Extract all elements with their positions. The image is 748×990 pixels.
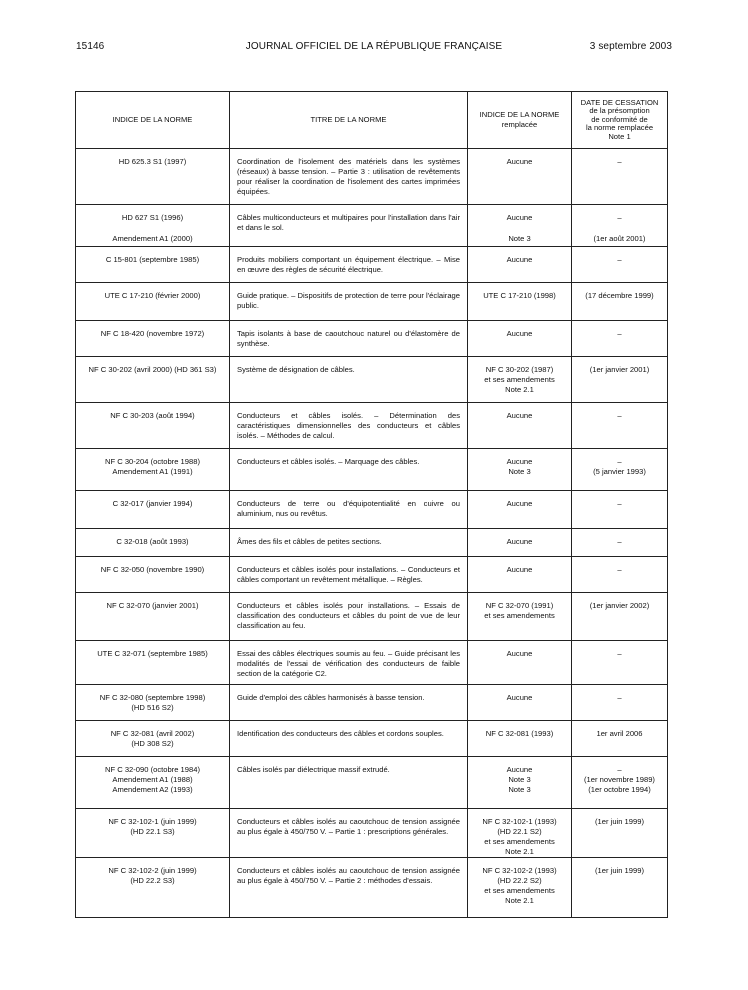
titre-text: Câbles isolés par diélectrique massif extrudé.: [237, 765, 390, 774]
cell-remplacee: [468, 247, 572, 283]
titre-text: Essai des câbles électriques soumis au feu. – Guide précisant les modalités de l'essai de vérification des conducteurs de faible section de la catégorie C2.: [237, 649, 460, 678]
indice-line: Amendement A1 (2000): [112, 234, 193, 243]
indice-line: UTE C 32-071 (septembre 1985): [97, 649, 208, 658]
cell-date: [572, 557, 668, 593]
cell-date: [572, 593, 668, 641]
date-line: (1er juin 1999): [595, 866, 644, 875]
col-header-titre: TITRE DE LA NORME: [230, 92, 468, 149]
indice-line: C 32-017 (janvier 1994): [112, 499, 193, 508]
remplacee-line: Note 3: [508, 467, 531, 476]
cell-titre: [230, 491, 468, 529]
remplacee-line: Note 2.1: [505, 896, 534, 905]
col-header-date-line: Note 1: [608, 131, 631, 141]
cell-date: [572, 685, 668, 721]
titre-text: Coordination de l'isolement des matériels dans les systèmes (réseaux) à basse tension. – Partie 3 : utilisation de revêtements pour réaliser la coordination de l'isolement des cartes imprimées équipées.: [237, 157, 460, 196]
date-line: –: [617, 537, 622, 546]
date-line: –: [617, 565, 622, 574]
cell-indice: [76, 205, 230, 247]
cell-remplacee: [468, 809, 572, 858]
titre-text: Âmes des fils et câbles de petites sections.: [237, 537, 382, 546]
cell-remplacee: [468, 149, 572, 205]
indice-line: NF C 32-090 (octobre 1984): [105, 765, 200, 774]
cell-titre: [230, 247, 468, 283]
indice-line: NF C 32-050 (novembre 1990): [100, 565, 205, 574]
cell-remplacee: [468, 491, 572, 529]
standards-table: [75, 91, 668, 918]
cell-indice: [76, 149, 230, 205]
indice-line: (HD 516 S2): [131, 703, 174, 712]
cell-date: [572, 247, 668, 283]
remplacee-line: NF C 32-102-2 (1993): [482, 866, 557, 875]
table-row: [76, 205, 668, 247]
remplacee-line: Note 3: [508, 785, 531, 794]
cell-indice: [76, 283, 230, 321]
remplacee-line: Note 3: [508, 234, 531, 243]
cell-remplacee: [468, 205, 572, 247]
col-header-remplacee: [468, 92, 572, 149]
cell-titre: [230, 149, 468, 205]
date-line: (5 janvier 1993): [593, 467, 646, 476]
remplacee-line: et ses amendements: [484, 375, 555, 384]
col-header-date-line: DATE DE CESSATION: [580, 97, 659, 107]
cell-indice: [76, 491, 230, 529]
cell-remplacee: [468, 403, 572, 449]
remplacee-line: Aucune: [506, 157, 533, 166]
journal-title: JOURNAL OFFICIEL DE LA RÉPUBLIQUE FRANÇAISE: [245, 41, 503, 52]
table-row: [76, 247, 668, 283]
remplacee-line: Note 3: [508, 775, 531, 784]
remplacee-line: Note 2.1: [505, 385, 534, 394]
titre-text: Guide pratique. – Dispositifs de protection de terre pour l'éclairage public.: [237, 291, 460, 310]
remplacee-line: Aucune: [506, 537, 533, 546]
col-header-date-line: de la présomption: [589, 106, 650, 116]
remplacee-line: Aucune: [506, 329, 533, 338]
remplacee-line: NF C 32-102-1 (1993): [482, 817, 557, 826]
indice-line: (HD 308 S2): [131, 739, 174, 748]
cell-date: [572, 205, 668, 247]
remplacee-line: Aucune: [506, 649, 533, 658]
date-line: –: [617, 457, 622, 466]
date-line: (1er août 2001): [593, 234, 646, 243]
remplacee-line: UTE C 17-210 (1998): [483, 291, 556, 300]
cell-titre: [230, 449, 468, 491]
titre-text: Tapis isolants à base de caoutchouc naturel ou d'élastomère de synthèse.: [237, 329, 460, 348]
cell-remplacee: [468, 529, 572, 557]
date-line: (1er octobre 1994): [588, 785, 651, 794]
cell-date: [572, 858, 668, 918]
cell-titre: [230, 557, 468, 593]
cell-indice: [76, 403, 230, 449]
indice-line: Amendement A1 (1991): [112, 467, 193, 476]
col-header-date: [572, 92, 668, 149]
date-line: (1er juin 1999): [595, 817, 644, 826]
remplacee-line: Aucune: [506, 255, 533, 264]
cell-remplacee: [468, 593, 572, 641]
titre-text: Guide d'emploi des câbles harmonisés à basse tension.: [237, 693, 425, 702]
cell-remplacee: [468, 321, 572, 357]
table-row: [76, 357, 668, 403]
indice-line: NF C 32-080 (septembre 1998): [99, 693, 206, 702]
remplacee-line: NF C 32-081 (1993): [485, 729, 554, 738]
date-line: –: [617, 649, 622, 658]
cell-date: [572, 809, 668, 858]
indice-line: (HD 22.1 S3): [130, 827, 175, 836]
cell-date: [572, 403, 668, 449]
date-line: (17 décembre 1999): [585, 291, 654, 300]
indice-line: Amendement A1 (1988): [112, 775, 193, 784]
col-header-date-line: de conformité de: [591, 114, 648, 124]
table-row: [76, 641, 668, 685]
cell-titre: [230, 321, 468, 357]
cell-remplacee: [468, 357, 572, 403]
indice-line: NF C 32-102-1 (juin 1999): [108, 817, 197, 826]
date-line: 1er avril 2006: [596, 729, 643, 738]
cell-remplacee: [468, 685, 572, 721]
cell-indice: [76, 357, 230, 403]
cell-titre: [230, 858, 468, 918]
date-line: –: [617, 255, 622, 264]
titre-text: Conducteurs et câbles isolés au caoutchouc de tension assignée au plus égale à 450/750 V. – Partie 1 : prescriptions générales.: [237, 817, 460, 836]
cell-date: [572, 721, 668, 757]
indice-line: NF C 30-203 (août 1994): [110, 411, 195, 420]
table-row: [76, 809, 668, 858]
remplacee-line: et ses amendements: [484, 611, 555, 620]
cell-remplacee: [468, 757, 572, 809]
indice-line: NF C 32-081 (avril 2002): [110, 729, 195, 738]
titre-text: Système de désignation de câbles.: [237, 365, 355, 374]
titre-text: Conducteurs et câbles isolés pour installations. – Conducteurs et câbles comportant un revêtement métallique. – Règles.: [237, 565, 460, 584]
indice-line: NF C 30-204 (octobre 1988): [105, 457, 200, 466]
cell-date: [572, 491, 668, 529]
indice-line: [80, 223, 225, 234]
col-header-remplacee-line: remplacée: [501, 120, 538, 129]
cell-remplacee: [468, 721, 572, 757]
cell-indice: [76, 529, 230, 557]
cell-titre: [230, 205, 468, 247]
remplacee-line: (HD 22.2 S2): [497, 876, 542, 885]
indice-line: HD 627 S1 (1996): [121, 213, 184, 222]
table-row: [76, 403, 668, 449]
date-line: –: [617, 329, 622, 338]
table-row: [76, 557, 668, 593]
table-row: [76, 283, 668, 321]
indice-line: UTE C 17-210 (février 2000): [104, 291, 201, 300]
titre-text: Produits mobiliers comportant un équipement électrique. – Mise en œuvre des règles de sécurité électrique.: [237, 255, 460, 274]
cell-remplacee: [468, 557, 572, 593]
remplacee-line: (HD 22.1 S2): [497, 827, 542, 836]
titre-text: Identification des conducteurs des câbles et cordons souples.: [237, 729, 444, 738]
titre-text: Conducteurs de terre ou d'équipotentialité en cuivre ou aluminium, nus ou revêtus.: [237, 499, 460, 518]
cell-titre: [230, 403, 468, 449]
cell-indice: [76, 858, 230, 918]
date-line: –: [617, 157, 622, 166]
indice-line: Amendement A2 (1993): [112, 785, 193, 794]
cell-indice: [76, 721, 230, 757]
col-header-date-line: la norme remplacée: [585, 123, 654, 133]
date-line: –: [617, 693, 622, 702]
cell-date: [572, 283, 668, 321]
cell-date: [572, 757, 668, 809]
cell-date: [572, 357, 668, 403]
remplacee-line: Aucune: [506, 213, 533, 222]
table-row: [76, 593, 668, 641]
cell-date: [572, 641, 668, 685]
indice-line: (HD 22.2 S3): [130, 876, 175, 885]
indice-line: NF C 30-202 (avril 2000) (HD 361 S3): [88, 365, 217, 374]
date-line: –: [617, 411, 622, 420]
remplacee-line: Aucune: [506, 457, 533, 466]
table-row: [76, 321, 668, 357]
titre-text: Conducteurs et câbles isolés. – Détermination des caractéristiques dimensionnelles des conducteurs et câbles isolés. – Méthodes de calcul.: [237, 411, 460, 440]
remplacee-line: Note 2.1: [505, 847, 534, 856]
indice-line: NF C 18-420 (novembre 1972): [100, 329, 205, 338]
cell-titre: [230, 809, 468, 858]
cell-remplacee: [468, 641, 572, 685]
indice-line: NF C 32-070 (janvier 2001): [106, 601, 199, 610]
cell-date: [572, 149, 668, 205]
date-line: [576, 223, 663, 234]
cell-indice: [76, 321, 230, 357]
cell-titre: [230, 757, 468, 809]
remplacee-line: [472, 223, 567, 234]
date-line: –: [617, 499, 622, 508]
remplacee-line: Aucune: [506, 411, 533, 420]
cell-remplacee: [468, 449, 572, 491]
cell-indice: [76, 641, 230, 685]
table-row: [76, 529, 668, 557]
cell-indice: [76, 757, 230, 809]
indice-line: HD 625.3 S1 (1997): [118, 157, 187, 166]
cell-indice: [76, 557, 230, 593]
titre-text: Conducteurs et câbles isolés. – Marquage des câbles.: [237, 457, 420, 466]
cell-titre: [230, 685, 468, 721]
table-row: [76, 757, 668, 809]
remplacee-line: Aucune: [506, 565, 533, 574]
remplacee-line: et ses amendements: [484, 886, 555, 895]
cell-indice: [76, 809, 230, 858]
cell-indice: [76, 593, 230, 641]
cell-date: [572, 321, 668, 357]
remplacee-line: NF C 32-070 (1991): [485, 601, 554, 610]
date-line: –: [617, 213, 622, 222]
titre-text: Conducteurs et câbles isolés au caoutchouc de tension assignée au plus égale à 450/750 V. – Partie 2 : méthodes d'essais.: [237, 866, 460, 885]
page-number: 15146: [76, 41, 105, 52]
cell-indice: [76, 247, 230, 283]
col-header-remplacee-line: INDICE DE LA NORME: [479, 110, 560, 119]
cell-titre: [230, 721, 468, 757]
remplacee-line: Aucune: [506, 499, 533, 508]
table-row: [76, 491, 668, 529]
table-body: [76, 149, 668, 918]
table-header-row: [76, 92, 668, 149]
titre-text: Câbles multiconducteurs et multipaires pour l'installation dans l'air et dans le sol.: [237, 213, 460, 232]
publication-date: 3 septembre 2003: [589, 41, 672, 52]
indice-line: C 32-018 (août 1993): [116, 537, 189, 546]
date-line: (1er novembre 1989): [584, 775, 655, 784]
indice-line: C 15-801 (septembre 1985): [105, 255, 200, 264]
cell-titre: [230, 641, 468, 685]
date-line: –: [617, 765, 622, 774]
cell-titre: [230, 593, 468, 641]
cell-indice: [76, 685, 230, 721]
cell-remplacee: [468, 283, 572, 321]
cell-indice: [76, 449, 230, 491]
remplacee-line: et ses amendements: [484, 837, 555, 846]
table-row: [76, 449, 668, 491]
cell-titre: [230, 529, 468, 557]
indice-line: NF C 32-102-2 (juin 1999): [108, 866, 197, 875]
remplacee-line: NF C 30-202 (1987): [485, 365, 554, 374]
cell-date: [572, 449, 668, 491]
remplacee-line: Aucune: [506, 693, 533, 702]
date-line: (1er janvier 2001): [589, 365, 650, 374]
table-row: [76, 721, 668, 757]
table-row: [76, 149, 668, 205]
table-row: [76, 685, 668, 721]
titre-text: Conducteurs et câbles isolés pour installations. – Essais de classification des conducteurs et câbles du point de vue de leur classification au feu.: [237, 601, 460, 630]
col-header-indice: INDICE DE LA NORME: [76, 92, 230, 149]
date-line: (1er janvier 2002): [589, 601, 650, 610]
remplacee-line: Aucune: [506, 765, 533, 774]
cell-titre: [230, 283, 468, 321]
table-row: [76, 858, 668, 918]
cell-titre: [230, 357, 468, 403]
cell-date: [572, 529, 668, 557]
cell-remplacee: [468, 858, 572, 918]
